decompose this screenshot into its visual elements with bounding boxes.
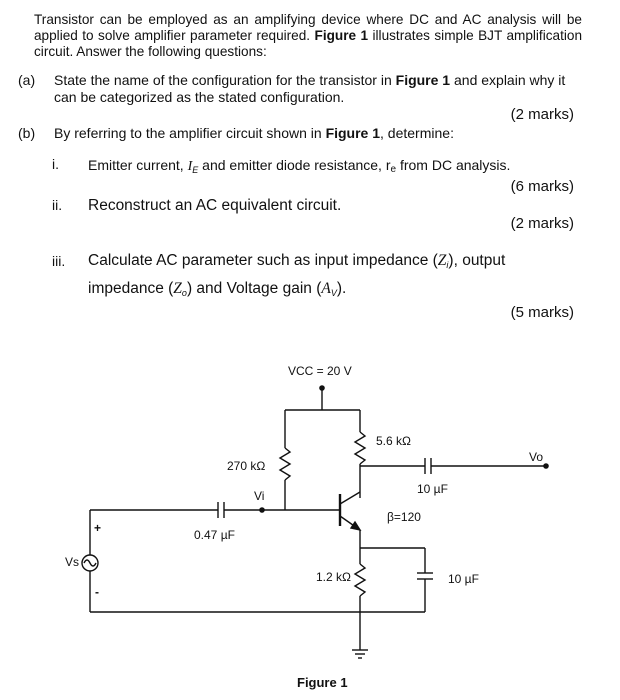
question-b-ii-marks: (2 marks) bbox=[510, 215, 574, 232]
vi-node bbox=[259, 507, 265, 513]
question-a-label: (a) bbox=[18, 72, 36, 88]
figure-caption: Figure 1 bbox=[297, 675, 348, 690]
collector-resistor-label: 5.6 kΩ bbox=[376, 434, 411, 448]
base-resistor-label: 270 kΩ bbox=[227, 459, 266, 473]
vi-label: Vi bbox=[254, 489, 265, 503]
question-a-text-end: and explain why it can be categorized as the stated configuration. bbox=[54, 72, 566, 105]
vcc-label: VCC = 20 V bbox=[288, 364, 352, 378]
voltage-gain-symbol: A bbox=[321, 280, 331, 297]
question-b-iii-text-2: ), output bbox=[448, 252, 506, 269]
output-impedance-subscript: o bbox=[181, 288, 187, 298]
base-resistor-symbol bbox=[280, 448, 290, 480]
vo-label: Vo bbox=[529, 450, 544, 464]
emitter-current-symbol: I bbox=[187, 159, 193, 174]
voltage-gain-subscript: V bbox=[330, 288, 337, 298]
emitter-resistance-subscript: e bbox=[390, 164, 397, 175]
ac-source-wave bbox=[84, 560, 96, 566]
vcc-node bbox=[319, 385, 325, 391]
question-b-text-start: By referring to the amplifier circuit shown in bbox=[54, 125, 326, 141]
plus-sign: + bbox=[94, 521, 102, 535]
question-b-iii-text-4: ) and Voltage gain ( bbox=[186, 280, 322, 297]
input-impedance-subscript: i bbox=[446, 260, 449, 270]
question-b-text-end: , determine: bbox=[380, 125, 454, 141]
vo-node bbox=[543, 463, 549, 469]
question-b-ii-text: Reconstruct an AC equivalent circuit. bbox=[88, 197, 342, 214]
question-b-iii-text-3: impedance ( bbox=[88, 280, 174, 297]
intro-figure-ref: Figure 1 bbox=[314, 28, 369, 43]
emitter-arrow bbox=[351, 522, 360, 530]
bypass-capacitor-label: 10 µF bbox=[448, 572, 479, 586]
emitter-resistor-label: 1.2 kΩ bbox=[316, 570, 351, 584]
emitter-resistor-symbol bbox=[355, 564, 365, 596]
collector-resistor-symbol bbox=[355, 432, 365, 464]
output-capacitor-label: 10 µF bbox=[417, 482, 448, 496]
question-b-ii-label: ii. bbox=[52, 197, 63, 213]
vs-label: Vs bbox=[65, 555, 80, 569]
question-b-iii-text-1: Calculate AC parameter such as input impedance ( bbox=[88, 252, 438, 269]
output-impedance-symbol: Z bbox=[173, 280, 182, 297]
question-b-iii-label: iii. bbox=[52, 253, 66, 269]
question-b-iii-text-5: ). bbox=[336, 280, 347, 297]
question-b-label: (b) bbox=[18, 125, 36, 141]
question-b-i-marks: (6 marks) bbox=[510, 178, 574, 195]
question-a-figure-ref: Figure 1 bbox=[395, 72, 451, 88]
question-b-iii-marks: (5 marks) bbox=[510, 304, 574, 321]
question-b-i-text-2: and emitter diode resistance, r bbox=[198, 157, 391, 173]
input-capacitor-label: 0.47 µF bbox=[194, 528, 235, 542]
minus-sign: - bbox=[95, 585, 99, 599]
input-impedance-symbol: Z bbox=[437, 252, 447, 269]
question-a-marks: (2 marks) bbox=[510, 106, 574, 123]
question-a-text-start: State the name of the configuration for the transistor in bbox=[54, 72, 396, 88]
question-b-figure-ref: Figure 1 bbox=[325, 125, 381, 141]
intro-text-end: illustrates simple BJT amplification circuit. Answer the following questions: bbox=[34, 28, 583, 59]
question-b-i-label: i. bbox=[52, 156, 59, 172]
intro-text-start: Transistor can be employed as an amplifying device where DC and AC analysis will be applied to solve amplifier parameter required. bbox=[34, 12, 582, 43]
emitter-current-subscript: E bbox=[192, 165, 199, 175]
beta-label: β=120 bbox=[387, 510, 421, 524]
transistor-collector-lead bbox=[340, 492, 360, 504]
question-b-i-text-1: Emitter current, bbox=[88, 157, 188, 173]
question-b-i-text-3: from DC analysis. bbox=[396, 157, 511, 173]
